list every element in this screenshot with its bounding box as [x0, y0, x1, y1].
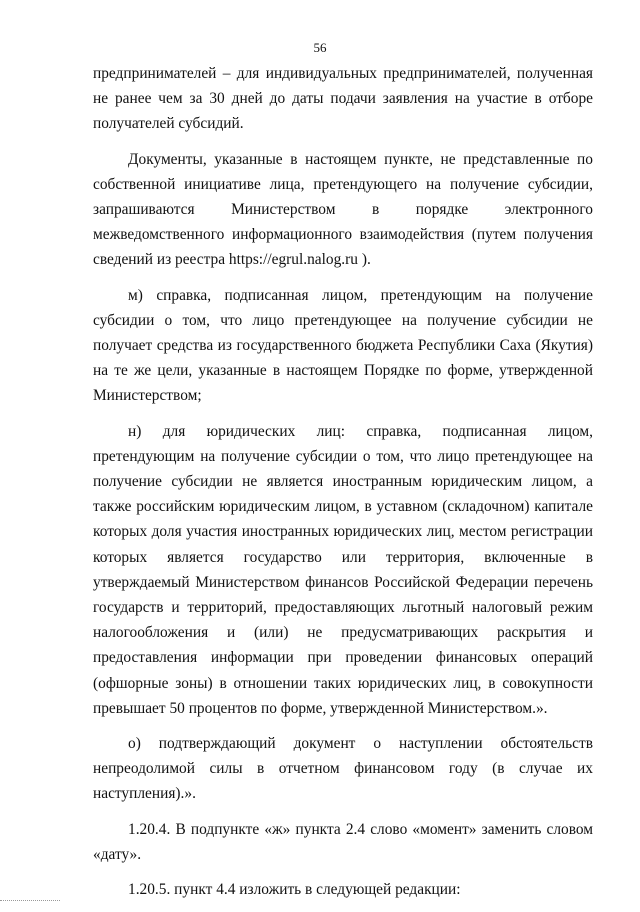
footer-divider	[0, 900, 60, 902]
paragraph-item-n: н) для юридических лиц: справка, подписанная лицом, претендующим на получение субсидии о том, что лицо претендующее на получение субсидии не является иностранным юридическим лицом, а также российским юридическим лицом, в уставном (складочном) капитале которых доля участия иностранных юридических лиц, местом регистрации которых является государство или территория, включенные в утверждаемый Министерством финансов Российской Федерации перечень государств и территорий, предоставляющих льготный налоговый режим налогообложения и (или) не предусматривающих раскрытия и предоставления информации при проведении финансовых операций (офшорные зоны) в отношении таких юридических лиц, в совокупности превышает 50 процентов по форме, утвержденной Министерством.».	[93, 422, 593, 717]
paragraph-documents-request: Документы, указанные в настоящем пункте, не представленные по собственной инициативе лица, претендующего на получение субсидии, запрашиваются Министерством в порядке электронного межведомственного информационного взаимодействия (путем получения сведений из реестра https://egrul.nalog.ru ).	[93, 150, 593, 269]
paragraph-1-20-4: 1.20.4. В подпункте «ж» пункта 2.4 слово «момент» заменить словом «дату».	[93, 820, 593, 863]
paragraph-1-20-5: 1.20.5. пункт 4.4 изложить в следующей редакции:	[128, 881, 461, 899]
document-body	[93, 61, 593, 912]
paragraph-continuation: предпринимателей – для индивидуальных предпринимателей, полученная не ранее чем за 30 дней до даты подачи заявления на участие в отборе получателей субсидий.	[93, 65, 593, 133]
page-number: 56	[313, 40, 327, 55]
paragraph-item-m: м) справка, подписанная лицом, претендующим на получение субсидии о том, что лицо претендующее на получение субсидии не получает средства из государственного бюджета Республики Саха (Якутия) на те же цели, указанные в настоящем Порядке по форме, утвержденной Министерством;	[93, 286, 593, 405]
paragraph-item-o: о) подтверждающий документ о наступлении обстоятельств непреодолимой силы в отчетном финансовом году (в случае их наступления).».	[93, 735, 593, 803]
